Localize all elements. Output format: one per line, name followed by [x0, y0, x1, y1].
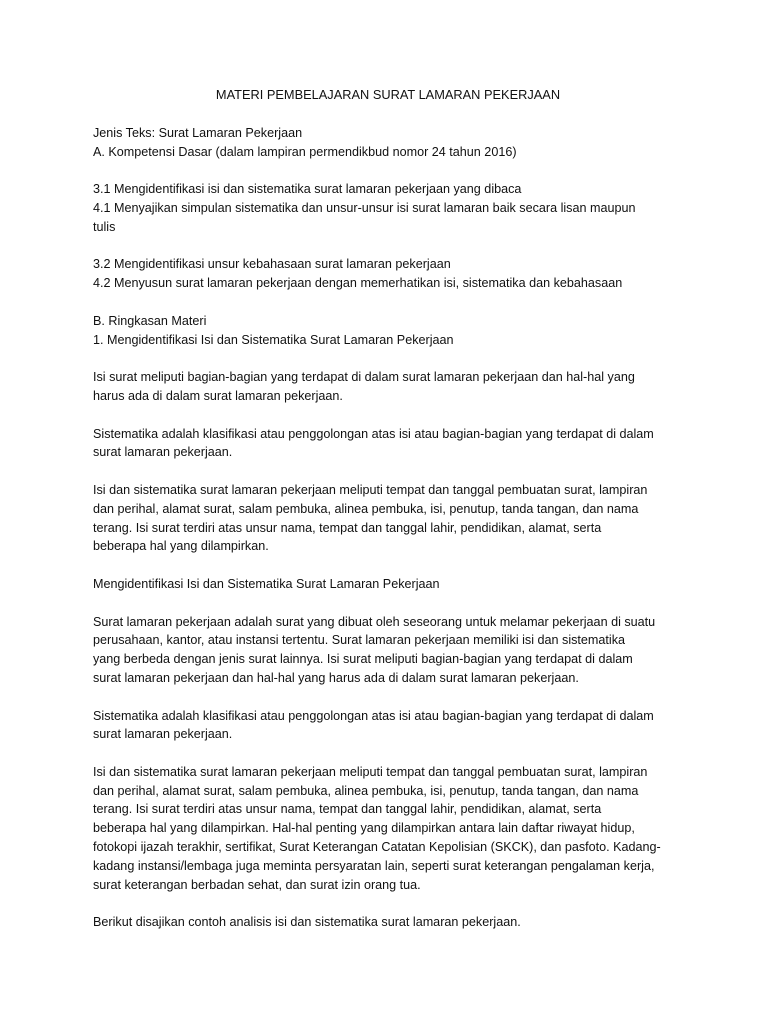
paragraph-line: Isi surat meliputi bagian-bagian yang terdapat di dalam surat lamaran pekerjaan dan hal-hal yang	[93, 370, 635, 385]
paragraph-line: perusahaan, kantor, atau instansi tertentu. Surat lamaran pekerjaan memiliki isi dan sistematika	[93, 633, 626, 648]
ringkasan-heading: B. Ringkasan Materi	[93, 313, 207, 328]
paragraph-line: terang. Isi surat terdiri atas unsur nama, tempat dan tanggal lahir, pendidikan, alamat, serta	[93, 802, 602, 817]
kd-group-1	[93, 180, 683, 236]
paragraph-isi-dan-sistematika-2	[93, 763, 683, 895]
text-type-line: Jenis Teks: Surat Lamaran Pekerjaan	[93, 125, 303, 140]
subheading: Mengidentifikasi Isi dan Sistematika Surat Lamaran Pekerjaan	[93, 576, 440, 591]
paragraph-line: dan perihal, alamat surat, salam pembuka, alinea pembuka, isi, penutup, tanda tangan, dan nama	[93, 783, 639, 798]
paragraph-line: beberapa hal yang dilampirkan.	[93, 539, 269, 554]
paragraph-line: Isi dan sistematika surat lamaran pekerjaan meliputi tempat dan tanggal pembuatan surat, lampiran	[93, 764, 648, 779]
kd-4-1-line-2: tulis	[93, 219, 116, 234]
paragraph-line: dan perihal, alamat surat, salam pembuka, alinea pembuka, isi, penutup, tanda tangan, dan nama	[93, 501, 639, 516]
paragraph-sistematika-2	[93, 707, 683, 745]
paragraph-line: surat lamaran pekerjaan dan hal-hal yang harus ada di dalam surat lamaran pekerjaan.	[93, 670, 579, 685]
kompetensi-dasar-heading: A. Kompetensi Dasar (dalam lampiran permendikbud nomor 24 tahun 2016)	[93, 144, 517, 159]
paragraph-line: Berikut disajikan contoh analisis isi dan sistematika surat lamaran pekerjaan.	[93, 915, 521, 930]
kd-group-2	[93, 255, 683, 293]
paragraph-line: kadang instansi/lembaga juga meminta persyaratan lain, seperti surat keterangan pengalaman kerja,	[93, 858, 655, 873]
paragraph-line: Sistematika adalah klasifikasi atau penggolongan atas isi atau bagian-bagian yang terdapat di dalam	[93, 708, 654, 723]
paragraph-line: Isi dan sistematika surat lamaran pekerjaan meliputi tempat dan tanggal pembuatan surat, lampiran	[93, 482, 648, 497]
paragraph-sistematika	[93, 425, 683, 463]
subheading-block	[93, 575, 683, 594]
paragraph-line: beberapa hal yang dilampirkan. Hal-hal penting yang dilampirkan antara lain daftar riwayat hidup,	[93, 821, 635, 836]
paragraph-line: surat lamaran pekerjaan.	[93, 727, 233, 742]
document-page	[93, 86, 683, 951]
paragraph-line: yang berbeda dengan jenis surat lainnya. Isi surat meliputi bagian-bagian yang terdapat di dalam	[93, 652, 633, 667]
paragraph-definisi-surat-lamaran	[93, 613, 683, 688]
kd-4-2: 4.2 Menyusun surat lamaran pekerjaan dengan memerhatikan isi, sistematika dan kebahasaan	[93, 276, 623, 291]
paragraph-isi-dan-sistematika	[93, 481, 683, 556]
paragraph-contoh-analisis	[93, 913, 683, 932]
paragraph-isi-surat	[93, 368, 683, 406]
paragraph-line: harus ada di dalam surat lamaran pekerjaan.	[93, 388, 343, 403]
intro-block	[93, 124, 683, 162]
kd-3-2: 3.2 Mengidentifikasi unsur kebahasaan surat lamaran pekerjaan	[93, 257, 451, 272]
kd-4-1-line-1: 4.1 Menyajikan simpulan sistematika dan unsur-unsur isi surat lamaran baik secara lisan maupun	[93, 200, 636, 215]
paragraph-line: fotokopi ijazah terakhir, sertifikat, Surat Keterangan Catatan Kepolisian (SKCK), dan pasfoto. Kadang-	[93, 840, 661, 855]
paragraph-line: surat lamaran pekerjaan.	[93, 445, 233, 460]
section-1-heading: 1. Mengidentifikasi Isi dan Sistematika Surat Lamaran Pekerjaan	[93, 332, 454, 347]
kd-3-1: 3.1 Mengidentifikasi isi dan sistematika surat lamaran pekerjaan yang dibaca	[93, 182, 522, 197]
paragraph-line: terang. Isi surat terdiri atas unsur nama, tempat dan tanggal lahir, pendidikan, alamat, serta	[93, 520, 602, 535]
paragraph-line: Sistematika adalah klasifikasi atau penggolongan atas isi atau bagian-bagian yang terdapat di dalam	[93, 426, 654, 441]
document-title: MATERI PEMBELAJARAN SURAT LAMARAN PEKERJAAN	[215, 87, 561, 102]
ringkasan-block	[93, 312, 683, 350]
paragraph-line: Surat lamaran pekerjaan adalah surat yang dibuat oleh seseorang untuk melamar pekerjaan di suatu	[93, 614, 656, 629]
paragraph-line: surat keterangan berbadan sehat, dan surat izin orang tua.	[93, 877, 421, 892]
